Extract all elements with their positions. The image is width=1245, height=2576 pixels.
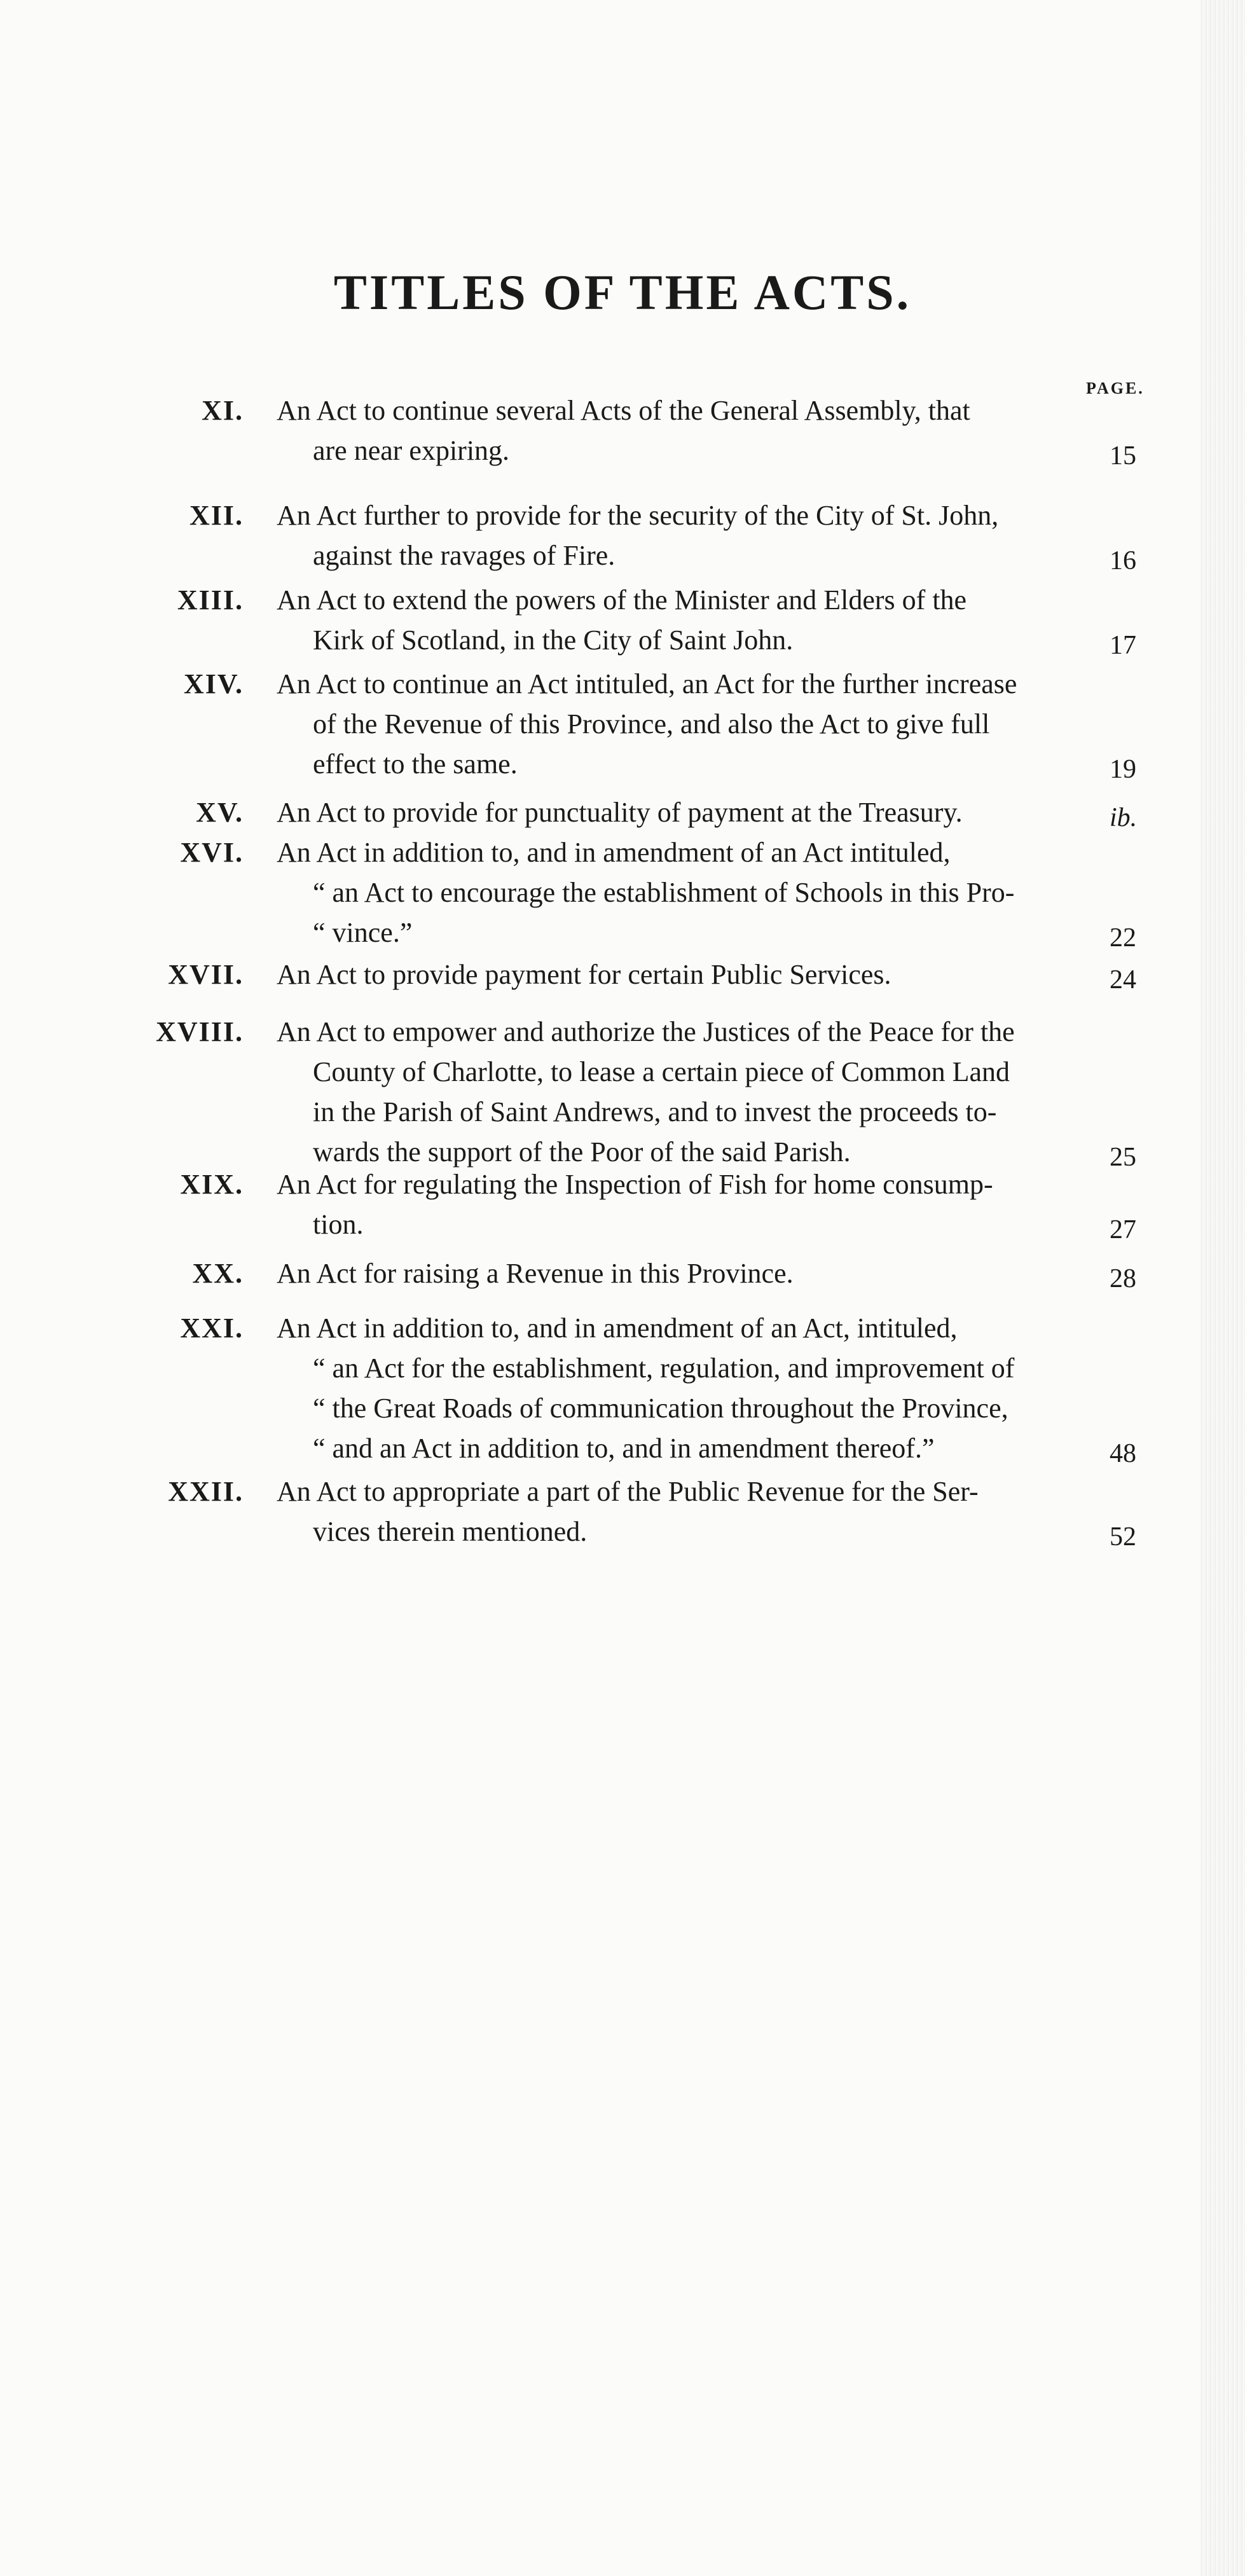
- act-number: XVII.: [168, 959, 244, 990]
- act-title-line: An Act in addition to, and in amendment of an Act, intituled,: [277, 1312, 958, 1344]
- page-number: 24: [1110, 965, 1136, 995]
- act-number: XII.: [189, 500, 244, 531]
- act-title-line: are near expiring.: [313, 435, 510, 466]
- act-number: XIII.: [177, 584, 244, 616]
- act-number: XVI.: [180, 837, 244, 868]
- act-title-line: An Act to provide for punctuality of payment at the Treasury.: [277, 797, 963, 828]
- page-column-label: PAGE.: [1086, 379, 1145, 397]
- act-title-line: “ an Act for the establishment, regulation, and improvement of: [313, 1353, 1015, 1384]
- act-title-line: An Act to extend the powers of the Minister and Elders of the: [277, 584, 967, 616]
- act-title-line: An Act to empower and authorize the Justices of the Peace for the: [277, 1016, 1015, 1047]
- act-title-line: in the Parish of Saint Andrews, and to invest the proceeds to-: [313, 1096, 997, 1127]
- act-title-line: tion.: [313, 1209, 364, 1240]
- page-number: 28: [1110, 1264, 1136, 1293]
- page-title: TITLES OF THE ACTS.: [333, 265, 912, 320]
- act-title-line: An Act to continue an Act intituled, an Act for the further increase: [277, 668, 1017, 699]
- act-number: XIV.: [183, 668, 244, 699]
- act-number: XIX.: [180, 1169, 244, 1200]
- act-number: XX.: [192, 1258, 244, 1289]
- act-number: XV.: [196, 797, 244, 828]
- act-title-line: An Act to provide payment for certain Public Services.: [277, 959, 891, 990]
- page-number: 52: [1110, 1522, 1136, 1552]
- page-edge-texture: [1200, 0, 1245, 2576]
- page-number: 16: [1110, 546, 1136, 575]
- act-number: XVIII.: [156, 1016, 244, 1047]
- act-title-line: County of Charlotte, to lease a certain piece of Common Land: [313, 1056, 1010, 1087]
- act-title-line: “ vince.”: [313, 917, 413, 948]
- page-number: 19: [1110, 755, 1136, 784]
- act-number: XI.: [202, 395, 244, 426]
- page-number: 27: [1110, 1215, 1136, 1244]
- act-title-line: “ and an Act in addition to, and in amendment thereof.”: [313, 1433, 935, 1464]
- act-title-line: of the Revenue of this Province, and also the Act to give full: [313, 708, 990, 740]
- act-title-line: “ the Great Roads of communication throughout the Province,: [313, 1393, 1008, 1424]
- act-title-line: An Act for raising a Revenue in this Province.: [277, 1258, 794, 1289]
- act-title-line: vices therein mentioned.: [313, 1516, 588, 1547]
- act-title-line: Kirk of Scotland, in the City of Saint John.: [313, 624, 794, 656]
- act-title-line: against the ravages of Fire.: [313, 540, 616, 571]
- page-number: ib.: [1110, 803, 1138, 832]
- act-title-line: An Act in addition to, and in amendment of an Act intituled,: [277, 837, 951, 868]
- page-number: 17: [1110, 631, 1136, 660]
- act-title-line: An Act to continue several Acts of the General Assembly, that: [277, 395, 970, 426]
- act-title-line: effect to the same.: [313, 748, 518, 780]
- act-title-line: An Act to appropriate a part of the Public Revenue for the Ser-: [277, 1476, 979, 1507]
- act-title-line: “ an Act to encourage the establishment of Schools in this Pro-: [313, 877, 1015, 908]
- page-number: 22: [1110, 923, 1136, 953]
- page-number: 25: [1110, 1143, 1136, 1172]
- act-title-line: An Act further to provide for the security of the City of St. John,: [277, 500, 999, 531]
- act-number: XXII.: [168, 1476, 244, 1507]
- act-title-line: wards the support of the Poor of the said Parish.: [313, 1136, 851, 1167]
- act-number: XXI.: [180, 1312, 244, 1344]
- page-number: 15: [1110, 441, 1136, 471]
- page-number: 48: [1110, 1439, 1136, 1468]
- act-title-line: An Act for regulating the Inspection of Fish for home consump-: [277, 1169, 993, 1200]
